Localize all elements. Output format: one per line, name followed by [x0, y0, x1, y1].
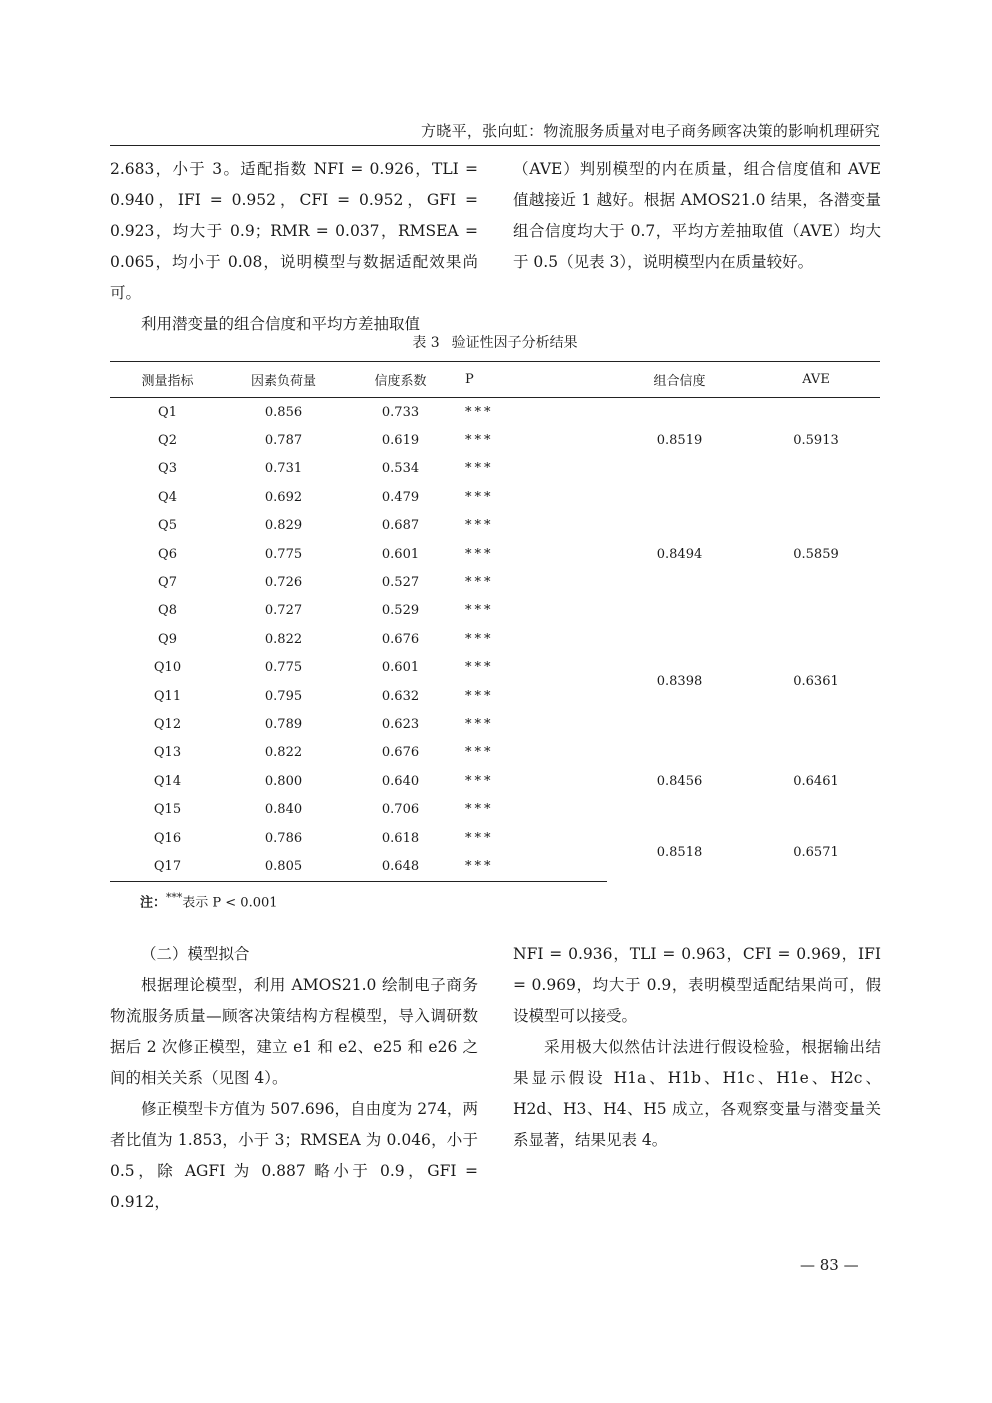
paragraph: 修正模型卡方值为 507.696，自由度为 274，两者比值为 1.853，小于 3；RMSEA 为 0.046，小于 0.5，除 AGFI 为 0.887 略小于 0.9，GFI = 0.912， [110, 1100, 478, 1211]
p-cell: *** [465, 631, 494, 647]
loading-cell: 0.775 [264, 546, 303, 562]
running-header: 方晓平，张向虹：物流服务质量对电子商务顾客决策的影响机理研究 [110, 120, 880, 146]
paragraph: 利用潜变量的组合信度和平均方差抽取值 [141, 315, 421, 333]
ave-cell: 0.6571 [793, 845, 839, 860]
composite-reliability-cell: 0.8494 [656, 546, 703, 562]
right-column-bottom [513, 939, 881, 1156]
item-cell: Q14 [153, 773, 182, 789]
table-row [110, 483, 880, 511]
p-cell: *** [465, 830, 494, 846]
loading-cell: 0.787 [264, 433, 303, 449]
p-cell: *** [465, 575, 494, 591]
reliability-cell: 0.623 [381, 716, 420, 732]
p-cell: *** [465, 489, 494, 505]
reliability-cell: 0.648 [342, 852, 459, 881]
item-cell: Q11 [153, 688, 182, 704]
paragraph: （AVE）判别模型的内在质量，组合信度值和 AVE 值越接近 1 越好。根据 AMOS21.0 结果，各潜变量组合信度均大于 0.7，平均方差抽取值（AVE）均大于 0.5（见表 3），说明模型内在质量较好。 [513, 160, 881, 271]
table-note [140, 891, 278, 910]
header-cell: P [459, 362, 607, 398]
right-column-top [513, 154, 881, 278]
header-cell: 测量指标 [110, 362, 225, 398]
composite-reliability-cell: 0.8456 [656, 773, 703, 789]
reliability-cell: 0.676 [381, 631, 420, 647]
reliability-cell: 0.529 [381, 603, 420, 619]
p-cell: *** [465, 773, 494, 789]
item-cell: Q3 [158, 461, 177, 477]
loading-cell: 0.856 [264, 404, 303, 420]
p-cell: *** [459, 852, 607, 881]
p-cell: *** [465, 404, 494, 420]
reliability-cell: 0.527 [381, 575, 420, 591]
reliability-cell: 0.601 [381, 546, 420, 562]
table-row [110, 739, 880, 767]
ave-cell: 0.5913 [793, 433, 839, 449]
p-cell: *** [465, 802, 494, 818]
paragraph: 根据理论模型，利用 AMOS21.0 绘制电子商务物流服务质量—顾客决策结构方程模型，导入调研数据后 2 次修正模型，建立 e1 和 e2、e25 和 e26 之间的相关关系（见图 4）。 [110, 976, 478, 1087]
loading-cell: 0.726 [264, 575, 303, 591]
p-cell: *** [465, 518, 494, 534]
loading-cell: 0.822 [264, 745, 303, 761]
paragraph: NFI = 0.936，TLI = 0.963，CFI = 0.969，IFI = 0.969，均大于 0.9，表明模型适配结果尚可，假设模型可以接受。 [513, 945, 881, 1025]
item-cell: Q12 [153, 716, 182, 732]
paragraph: 采用极大似然估计法进行假设检验，根据输出结果显示假设 H1a、H1b、H1c、H1e、H2c、H2d、H3、H4、H5 成立，各观察变量与潜变量关系显著，结果见表 4。 [513, 1038, 881, 1149]
item-cell: Q7 [158, 575, 177, 591]
table-row [110, 824, 880, 852]
note-text: 表示 P < 0.001 [182, 895, 278, 911]
p-cell: *** [465, 745, 494, 761]
loading-cell: 0.727 [264, 603, 303, 619]
loading-cell: 0.805 [225, 852, 342, 881]
loading-cell: 0.829 [264, 518, 303, 534]
table-label: 表 3 [412, 335, 440, 351]
reliability-cell: 0.632 [381, 688, 420, 704]
composite-reliability-cell: 0.8519 [656, 433, 703, 449]
item-cell: Q16 [153, 830, 182, 846]
reliability-cell: 0.676 [381, 745, 420, 761]
page-number: — 83 — [800, 1256, 859, 1274]
reliability-cell: 0.601 [381, 660, 420, 676]
p-cell: *** [465, 660, 494, 676]
loading-cell: 0.800 [264, 773, 303, 789]
item-cell: Q17 [110, 852, 225, 881]
reliability-cell: 0.619 [381, 433, 420, 449]
note-label: 注： [140, 895, 167, 911]
ave-cell: 0.5859 [793, 546, 839, 562]
loading-cell: 0.822 [264, 631, 303, 647]
paragraph: 2.683，小于 3。适配指数 NFI = 0.926，TLI = 0.940，IFI = 0.952，CFI = 0.952，GFI = 0.923，均大于 0.9；RMR = 0.037，RMSEA = 0.065，均小于 0.08，说明模型与数据适配效果尚可。 [110, 160, 478, 302]
loading-cell: 0.795 [264, 688, 303, 704]
loading-cell: 0.786 [264, 830, 303, 846]
section-heading: （二）模型拟合 [141, 945, 250, 963]
table-title: 验证性因子分析结果 [451, 335, 578, 351]
composite-reliability-cell: 0.8398 [656, 674, 703, 690]
ave-cell: 0.6461 [793, 773, 839, 789]
note-sup: *** [166, 891, 183, 904]
item-cell: Q1 [158, 404, 177, 420]
reliability-cell: 0.706 [381, 802, 420, 818]
header-cell: 信度系数 [342, 362, 459, 398]
p-cell: *** [465, 433, 494, 449]
header-cell: 组合信度 [607, 362, 752, 398]
item-cell: Q2 [158, 433, 177, 449]
reliability-cell: 0.618 [381, 830, 420, 846]
p-cell: *** [465, 461, 494, 477]
composite-reliability-cell: 0.8518 [656, 845, 703, 860]
p-cell: *** [465, 688, 494, 704]
header-cell: 因素负荷量 [225, 362, 342, 398]
table-header-row [110, 362, 880, 398]
table-row [110, 625, 880, 653]
p-cell: *** [465, 546, 494, 562]
reliability-cell: 0.534 [381, 461, 420, 477]
loading-cell: 0.840 [264, 802, 303, 818]
item-cell: Q6 [158, 546, 177, 562]
loading-cell: 0.789 [264, 716, 303, 732]
item-cell: Q4 [158, 489, 177, 505]
item-cell: Q13 [153, 745, 182, 761]
reliability-cell: 0.640 [381, 773, 420, 789]
reliability-cell: 0.687 [381, 518, 420, 534]
left-column-top [110, 154, 478, 340]
reliability-cell: 0.733 [381, 404, 420, 420]
item-cell: Q15 [153, 802, 182, 818]
loading-cell: 0.731 [264, 461, 303, 477]
item-cell: Q9 [158, 631, 177, 647]
reliability-cell: 0.479 [381, 489, 420, 505]
cfa-results-table [110, 361, 880, 882]
p-cell: *** [465, 716, 494, 732]
table-row [110, 398, 880, 427]
header-cell: AVE [752, 362, 880, 398]
item-cell: Q8 [158, 603, 177, 619]
p-cell: *** [465, 603, 494, 619]
left-column-bottom [110, 939, 478, 1218]
loading-cell: 0.692 [264, 489, 303, 505]
item-cell: Q10 [153, 660, 182, 676]
table-caption [110, 332, 880, 352]
ave-cell: 0.6361 [793, 674, 839, 690]
loading-cell: 0.775 [264, 660, 303, 676]
item-cell: Q5 [158, 518, 177, 534]
